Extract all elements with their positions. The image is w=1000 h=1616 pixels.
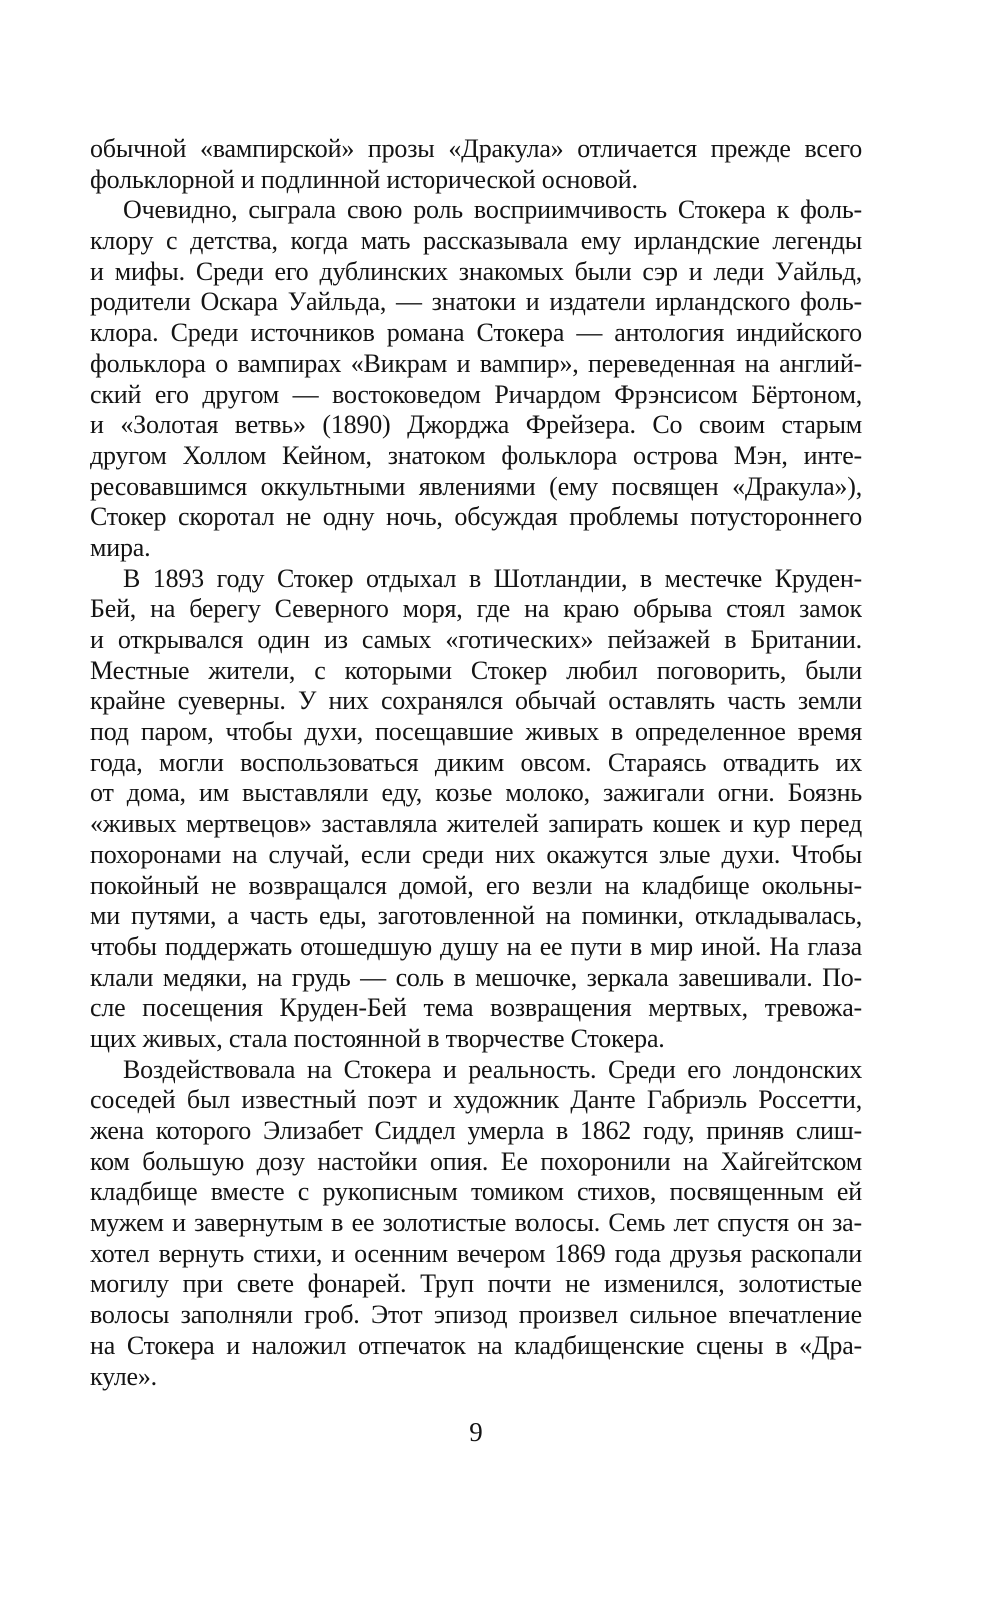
text-line: Очевидно, сыграла свою роль восприимчивость Стокера к фоль- bbox=[123, 195, 862, 225]
text-line: ресовавшимся оккультными явлениями (ему посвящен «Дракула»), bbox=[90, 471, 862, 501]
text-line: ми путями, а часть еды, заготовленной на поминки, откладывалась, bbox=[90, 901, 862, 931]
text-line: ком большую дозу настойки опия. Ее похоронили на Хайгейтском bbox=[90, 1146, 862, 1176]
text-line: мира. bbox=[90, 532, 151, 562]
page-number: 9 bbox=[469, 1417, 483, 1447]
text-line: года, могли воспользоваться диким овсом. Стараясь отвадить их bbox=[90, 747, 862, 777]
text-line: волосы заполняли гроб. Этот эпизод произвел сильное впечатление bbox=[90, 1300, 862, 1330]
text-line: чтобы поддержать отошедшую душу на ее пути в мир иной. На глаза bbox=[90, 931, 862, 961]
text-block bbox=[90, 134, 862, 1392]
paragraph bbox=[90, 195, 862, 563]
text-line: от дома, им выставляли еду, козье молоко, зажигали огни. Боязнь bbox=[90, 778, 862, 808]
text-line: обычной «вампирской» прозы «Дракула» отличается прежде всего bbox=[90, 134, 862, 163]
text-line: жена которого Элизабет Сиддел умерла в 1862 году, приняв слиш- bbox=[90, 1116, 862, 1145]
text-line: и открывался один из самых «готических» пейзажей в Британии. bbox=[90, 625, 862, 654]
text-line: куле». bbox=[90, 1361, 157, 1391]
text-line: клали медяки, на грудь — соль в мешочке, зеркала завешивали. По- bbox=[90, 962, 862, 992]
text-line: другом Холлом Кейном, знатоком фольклора острова Мэн, инте- bbox=[90, 440, 862, 470]
paragraph bbox=[90, 134, 862, 195]
text-line: клору с детства, когда мать рассказывала ему ирландские легенды bbox=[90, 226, 862, 256]
text-line: могилу при свете фонарей. Труп почти не изменился, золотистые bbox=[90, 1269, 862, 1299]
text-line: под паром, чтобы духи, посещавшие живых в определенное время bbox=[90, 717, 862, 747]
text-line: кладбище вместе с рукописным томиком стихов, посвященным ей bbox=[90, 1177, 862, 1207]
text-line: «живых мертвецов» заставляла жителей запирать кошек и кур перед bbox=[90, 809, 862, 839]
paragraph bbox=[90, 1055, 862, 1393]
text-line: сле посещения Круден-Бей тема возвращения мертвых, тревожа- bbox=[90, 993, 862, 1023]
text-line: крайне суеверны. У них сохранялся обычай оставлять часть земли bbox=[90, 686, 862, 716]
text-line: Бей, на берегу Северного моря, где на краю обрыва стоял замок bbox=[90, 594, 862, 624]
text-line: соседей был известный поэт и художник Данте Габриэль Россетти, bbox=[90, 1085, 862, 1115]
text-line: похоронами на случай, если среди них окажутся злые духи. Чтобы bbox=[90, 839, 862, 869]
text-line: хотел вернуть стихи, и осенним вечером 1869 года друзья раскопали bbox=[90, 1238, 862, 1268]
text-line: покойный не возвращался домой, его везли на кладбище окольны- bbox=[90, 870, 862, 900]
text-line: Местные жители, с которыми Стокер любил поговорить, были bbox=[90, 655, 862, 685]
text-line: родители Оскара Уайльда, — знатоки и издатели ирландского фоль- bbox=[90, 287, 862, 317]
text-line: В 1893 году Стокер отдыхал в Шотландии, в местечке Круден- bbox=[123, 563, 862, 593]
text-line: на Стокера и наложил отпечаток на кладбищенские сцены в «Дра- bbox=[90, 1330, 862, 1360]
text-line: и мифы. Среди его дублинских знакомых были сэр и леди Уайльд, bbox=[90, 256, 862, 286]
text-line: фольклора о вампирах «Викрам и вампир», переведенная на англий- bbox=[90, 348, 862, 378]
text-line: клора. Среди источников романа Стокера — антология индийского bbox=[90, 318, 862, 348]
paragraph bbox=[90, 564, 862, 1055]
text-line: Стокер скоротал не одну ночь, обсуждая проблемы потустороннего bbox=[90, 502, 862, 532]
text-line: и «Золотая ветвь» (1890) Джорджа Фрейзера. Со своим старым bbox=[90, 410, 862, 440]
text-line: мужем и завернутым в ее золотистые волосы. Семь лет спустя он за- bbox=[90, 1208, 862, 1238]
text-line: Воздействовала на Стокера и реальность. Среди его лондонских bbox=[123, 1054, 862, 1084]
text-line: щих живых, стала постоянной в творчестве Стокера. bbox=[90, 1023, 665, 1053]
text-line: фольклорной и подлинной исторической основой. bbox=[90, 164, 638, 194]
text-line: ский его другом — востоковедом Ричардом Фрэнсисом Бёртоном, bbox=[90, 379, 862, 409]
